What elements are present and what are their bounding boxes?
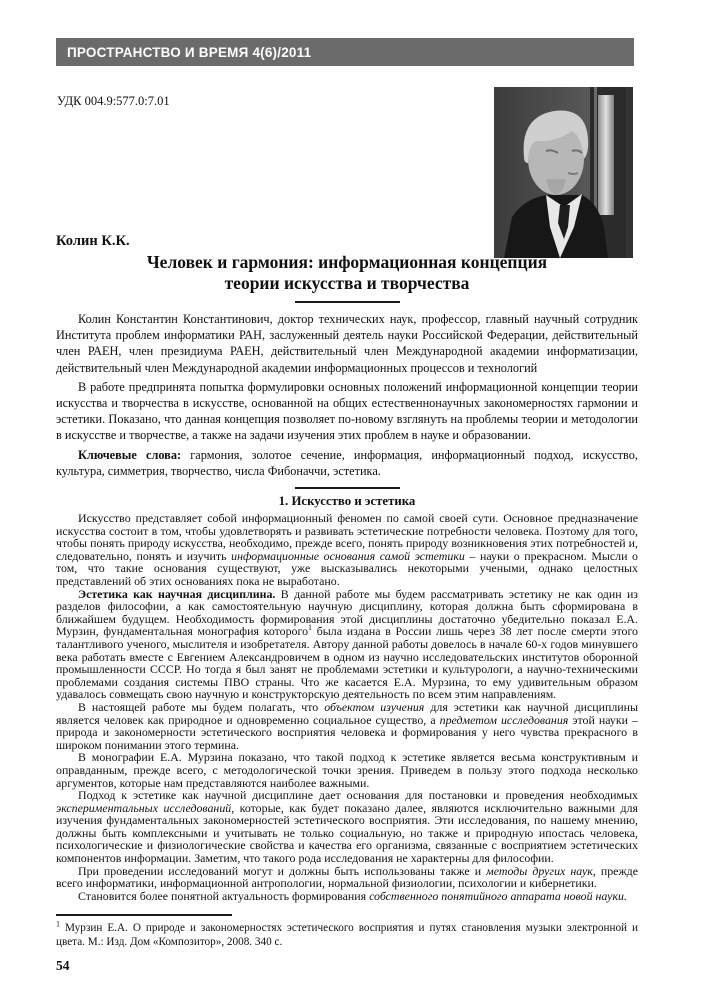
article-body: [56, 512, 638, 902]
text-run: В настоящей работе мы будем полагать, что: [78, 699, 325, 714]
italic-text-run: информационные основания самой эстетики: [231, 548, 465, 563]
text-run: В данной работе мы будем рассматривать эстетику не как один из разделов философии, а как самостоятельную научную дисциплину, которая должна быть сформирована в ближайшем будущем. Необходимость формирования этой дисциплины достаточно убедительно показал Е.А. Мурзин, фундаментальная монография которого: [56, 586, 639, 639]
journal-title: ПРОСТРАНСТВО И ВРЕМЯ 4(6)/2011: [67, 44, 312, 60]
text-run: Искусство представляет собой информационный феномен по самой своей сути. Основное предназначение искусства состоит в том, чтобы удовлетворять и развивать эстетические потребности человека. Поэтому для того, чтобы понять природу искусства, необходимо, прежде всего, понять природу возникновения этих потребностей и, следовательно, понять и изучить: [56, 511, 638, 563]
text-run: – науки о прекрасном. Мысли о том, что такие основания существуют, уже высказывались некоторыми учеными, однако целостных представлений об этих основаниях пока не выработано.: [56, 548, 639, 588]
italic-text-run: собственного понятийного аппарата новой науки.: [369, 888, 627, 903]
footnote: [56, 921, 638, 949]
footnote-divider: [56, 914, 232, 916]
author-name: Колин К.К.: [56, 233, 130, 249]
italic-text-run: объектом изучения: [324, 699, 425, 714]
footnote-reference: 1: [308, 623, 313, 633]
body-paragraph: [56, 751, 638, 789]
text-run: Становится более понятной актуальность формирования: [78, 888, 370, 903]
abstract-summary: В работе предпринята попытка формулировки основных положений информационной концепции теории искусства и творчества в искусстве, основанной на общих естественнонаучных закономерностях гармонии и эстетики. Показано, что данная концепция позволяет по-новому взглянуть на проблемы теории и методологии в искусстве и творчестве, а также на задачи изучения этих проблем в науке и образовании.: [56, 379, 638, 443]
body-paragraph: [56, 512, 638, 588]
text-run: , прежде всего информатики, информационной антропологии, нормальной физиологии, психологии и кибернетики.: [56, 863, 638, 891]
abstract-keywords: [56, 447, 638, 479]
text-run: При проведении исследований могут и должны быть использованы также и: [78, 863, 487, 878]
article-title: [56, 252, 638, 294]
text-run: , которые, как будет показано далее, являются исключительно важными для изучения фундаментальных закономерностей эстетического восприятия. Эти исследования, по нашему мнению, должны быть комплексными и учитывать не только социальную, но также и природную ипостась человека, психологические и физиологические свойства и качества его организма, связанные с восприятием эстетических компонентов информации. Заметим, что такого рода исследования не характерны для философии.: [56, 800, 638, 866]
bold-lead-in: Эстетика как научная дисциплина.: [78, 586, 276, 601]
abstract-block: [56, 311, 638, 479]
italic-text-run: экспериментальных исследований: [56, 800, 232, 815]
keywords-text: гармония, золотое сечение, информация, информационный подход, искусство, культура, симметрия, творчество, числа Фибоначчи, эстетика.: [56, 447, 639, 478]
article-title-line1: Человек и гармония: информационная концепция: [146, 252, 548, 272]
body-paragraph: [56, 701, 638, 751]
title-divider: [295, 301, 400, 303]
section-divider: [295, 487, 400, 489]
keywords-label: Ключевые слова:: [78, 447, 182, 462]
abstract-bio: Колин Константин Константинович, доктор технических наук, профессор, главный научный сотрудник Института проблем информатики РАН, заслуженный деятель науки Российской Федерации, действительный член РАЕН, член президиума РАЕН, действительный член Международной академии информатизации, действительный член Международной академии информационных процессов и технологий: [56, 312, 638, 375]
article-column: [56, 233, 638, 974]
body-paragraph: [56, 865, 638, 890]
body-paragraph: [56, 588, 638, 701]
text-run: В монографии Е.А. Мурзина показано, что такой подход к эстетике является весьма конструктивным и оправданным, прежде всего, с методологической точки зрения. Приведем в пользу этого подхода несколько аргументов, которые нам представляются наиболее важными.: [56, 750, 638, 790]
italic-text-run: предметом исследования: [439, 712, 569, 727]
journal-header-bar: [56, 38, 634, 66]
udc-label: УДК 004.9:577.0:7.01: [57, 94, 170, 108]
page-number: 54: [56, 958, 70, 974]
italic-text-run: методы других наук: [486, 863, 593, 878]
footnote-text: Мурзин Е.А. О природе и закономерностях эстетического восприятия и путях становления музыки электронной и цвета. М.: Изд. Дом «Композитор», 2008. 340 с.: [56, 922, 638, 949]
text-run: для эстетики как научной дисциплины является человек как природное и одновременно социальное существо, а: [56, 699, 638, 727]
text-run: этой науки – природа и закономерности эстетического восприятия человека и формирования у него чувства прекрасного в широком понимании этого термина.: [56, 712, 638, 752]
text-run: Подход к эстетике как научной дисциплине дает основания для постановки и проведения необходимых: [78, 788, 638, 803]
body-paragraph: [56, 789, 638, 865]
article-title-line2: теории искусства и творчества: [224, 273, 470, 293]
footnote-marker: 1: [56, 919, 60, 929]
body-paragraph: [56, 890, 638, 903]
section-heading: 1. Искусство и эстетика: [278, 494, 416, 509]
text-run: была издана в России лишь через 38 лет после смерти этого талантливого ученого, мыслителя и изобретателя. Автору данной работы довелось в начале 60-х годов минувшего века работать вместе с Евгением Александровичем в одном из научно исследовательских институтов оборонной промышленности СССР. Но тогда я был занят не проблемами эстетики и культурологи, а научно-техническими проблемами создания системы ПВО страны. Что же касается Е.А. Мурзина, то ему удивительным образом удавалось совмещать свою научную и конструкторскую деятельность по всем этим направлениям.: [56, 624, 638, 702]
